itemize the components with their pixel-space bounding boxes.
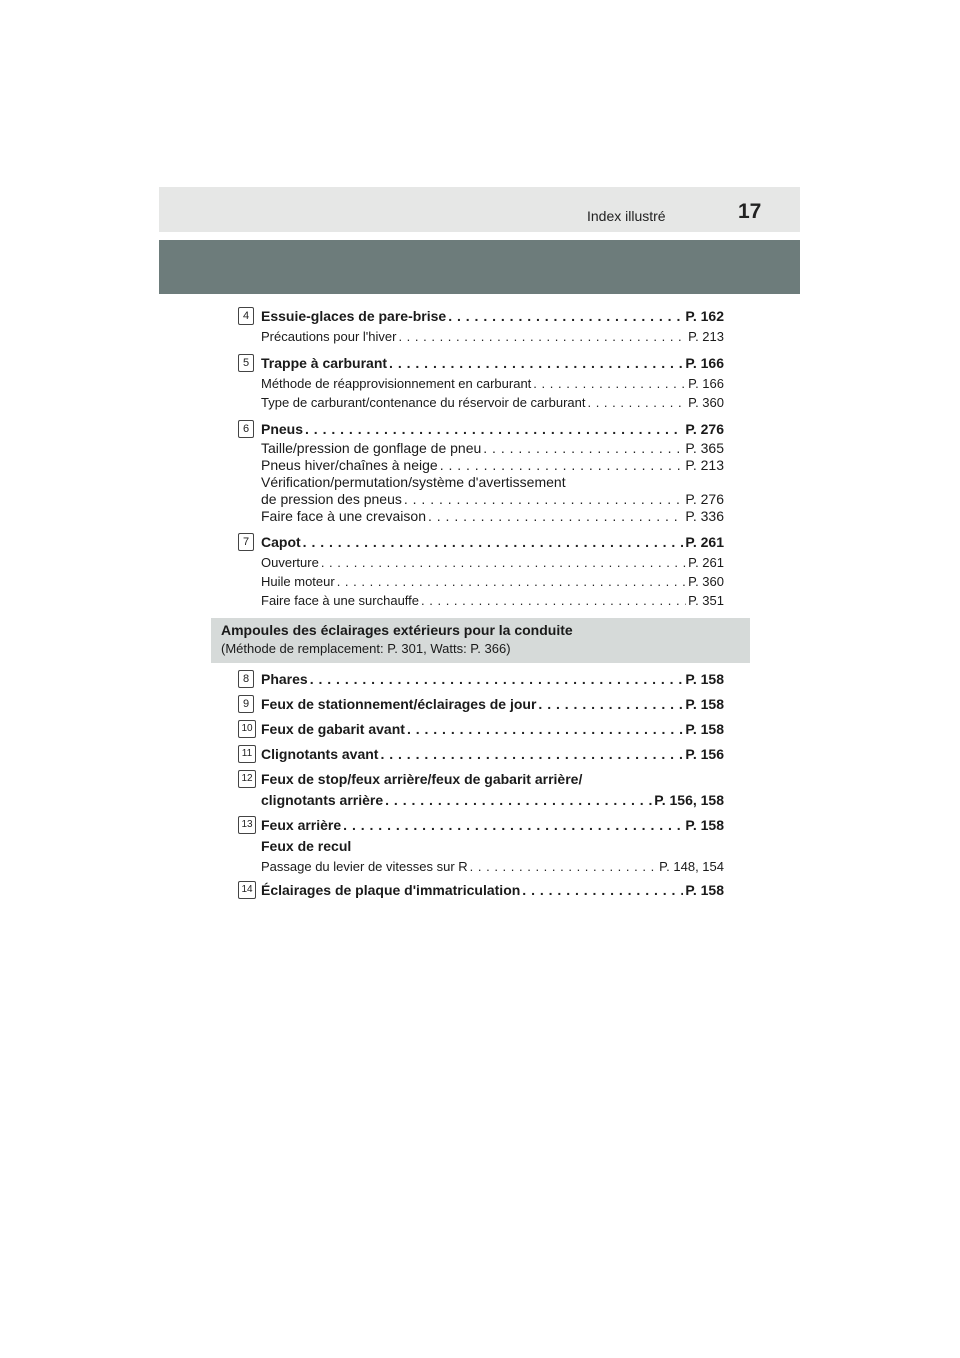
- index-subentry: Taille/pression de gonflage de pneu . . . P. 365: [261, 440, 724, 457]
- page-ref: P. 158: [685, 671, 724, 687]
- index-subentry: Huile moteur . . . P. 360: [261, 572, 724, 591]
- index-entry: clignotants arrière . . . P. 156, 158: [261, 790, 724, 811]
- index-group-13: [238, 815, 724, 876]
- index-group-14: [238, 880, 724, 901]
- section-title: Index illustré: [587, 208, 666, 224]
- item-number-badge: 4: [238, 307, 254, 325]
- index-entry: Feux de recul: [261, 838, 352, 854]
- page-ref: P. 213: [685, 457, 724, 473]
- page-ref: P. 158: [685, 817, 724, 833]
- page-ref: P. 276: [685, 421, 724, 437]
- index-group-11: [238, 744, 724, 765]
- index-entry: Essuie-glaces de pare-brise . . . P. 162: [261, 306, 724, 327]
- page-ref: P. 360: [688, 574, 724, 589]
- page-ref: P. 365: [685, 440, 724, 456]
- item-number-badge: 12: [238, 770, 256, 788]
- index-subentry: de pression des pneus . . . P. 276: [261, 491, 724, 508]
- page-ref: P. 148, 154: [659, 859, 724, 874]
- section-box-subtitle: (Méthode de remplacement: P. 301, Watts: P. 366): [221, 641, 511, 656]
- page-ref: P. 351: [688, 593, 724, 608]
- page-ref: P. 261: [685, 534, 724, 550]
- page-ref: P. 213: [688, 329, 724, 344]
- section-box-exterior-lights: [211, 618, 750, 663]
- item-number-badge: 14: [238, 881, 256, 899]
- item-number-badge: 10: [238, 720, 256, 738]
- index-group-9: [238, 694, 724, 715]
- index-entry: Clignotants avant . . . P. 156: [261, 744, 724, 765]
- index-group-6: [238, 419, 724, 525]
- index-group-12: [238, 769, 724, 811]
- page-ref: P. 158: [685, 721, 724, 737]
- index-group-8: [238, 669, 724, 690]
- index-entry: Pneus . . . P. 276: [261, 419, 724, 440]
- page-ref: P. 336: [685, 508, 724, 524]
- header-band: [159, 240, 800, 294]
- index-list-top: [238, 306, 724, 610]
- page-ref: P. 158: [685, 882, 724, 898]
- index-group-5: [238, 353, 724, 412]
- index-group-7: [238, 532, 724, 610]
- page-ref: P. 158: [685, 696, 724, 712]
- index-entry: Feux de stop/feux arrière/feux de gabarit arrière/: [261, 771, 583, 787]
- index-subentry: Ouverture . . . P. 261: [261, 553, 724, 572]
- index-entry: Capot . . . P. 261: [261, 532, 724, 553]
- index-subentry: Précautions pour l'hiver . . . P. 213: [261, 327, 724, 346]
- page-ref: P. 156, 158: [654, 792, 724, 808]
- index-entry: Feux de stationnement/éclairages de jour . . . P. 158: [261, 694, 724, 715]
- index-entry: Feux de gabarit avant . . . P. 158: [261, 719, 724, 740]
- page-ref: P. 166: [685, 355, 724, 371]
- index-list-bottom: [238, 669, 724, 905]
- page-ref: P. 166: [688, 376, 724, 391]
- index-subentry: Vérification/permutation/système d'avertissement: [261, 474, 566, 490]
- index-entry: Phares . . . P. 158: [261, 669, 724, 690]
- index-subentry: Faire face à une crevaison . . . P. 336: [261, 508, 724, 525]
- page-number: 17: [738, 200, 762, 223]
- index-subentry: Méthode de réapprovisionnement en carburant . . . P. 166: [261, 374, 724, 393]
- page-ref: P. 360: [688, 395, 724, 410]
- page-ref: P. 261: [688, 555, 724, 570]
- item-number-badge: 11: [238, 745, 256, 763]
- index-subentry: Pneus hiver/chaînes à neige . . . P. 213: [261, 457, 724, 474]
- item-number-badge: 5: [238, 354, 254, 372]
- item-number-badge: 9: [238, 695, 254, 713]
- index-entry: Trappe à carburant . . . P. 166: [261, 353, 724, 374]
- item-number-badge: 7: [238, 533, 254, 551]
- index-subentry: Type de carburant/contenance du réservoir de carburant . . . P. 360: [261, 393, 724, 412]
- index-subentry: Faire face à une surchauffe . . . P. 351: [261, 591, 724, 610]
- item-number-badge: 6: [238, 420, 254, 438]
- index-subentry: Passage du levier de vitesses sur R . . . P. 148, 154: [261, 857, 724, 876]
- header-bar: [159, 187, 800, 232]
- index-group-10: [238, 719, 724, 740]
- index-entry: Éclairages de plaque d'immatriculation . . . P. 158: [261, 880, 724, 901]
- item-number-badge: 8: [238, 670, 254, 688]
- index-group-4: [238, 306, 724, 346]
- page-ref: P. 156: [685, 746, 724, 762]
- section-box-title: Ampoules des éclairages extérieurs pour la conduite: [221, 622, 573, 638]
- page-ref: P. 276: [685, 491, 724, 507]
- page-ref: P. 162: [685, 308, 724, 324]
- item-number-badge: 13: [238, 816, 256, 834]
- index-entry: Feux arrière . . . P. 158: [261, 815, 724, 836]
